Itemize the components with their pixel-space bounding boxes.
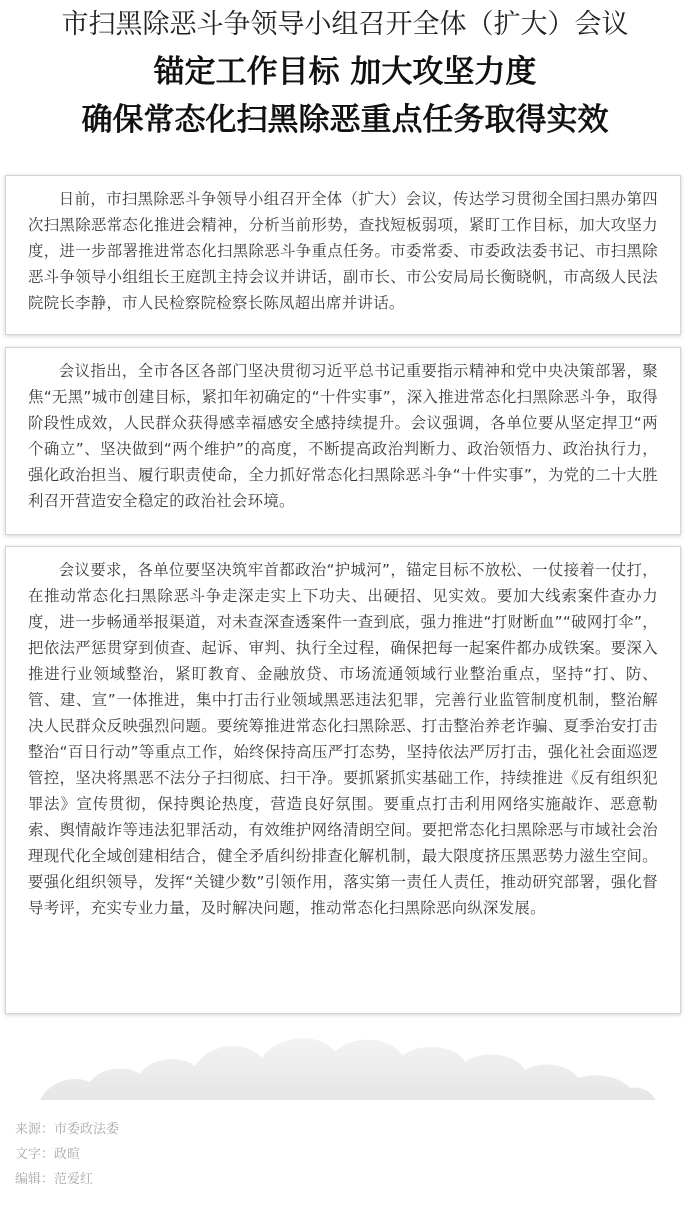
source-credit: 来源：市委政法委 — [15, 1122, 120, 1137]
article-header — [0, 0, 690, 158]
article-headline-line-1: 锚定工作目标 加大攻坚力度 — [153, 54, 537, 90]
paragraph-card — [5, 347, 681, 535]
editor-credit: 编辑：范爱红 — [15, 1172, 94, 1187]
article-kicker: 市扫黑除恶斗争领导小组召开全体（扩大）会议 — [61, 9, 629, 40]
article-headline-line-2: 确保常态化扫黑除恶重点任务取得实效 — [81, 102, 609, 138]
paragraph-text: 会议要求，各单位要坚决筑牢首都政治“护城河”，锚定目标不放松、一仗接着一仗打，在推动常态化扫黑除恶斗争走深走实上下功夫、出硬招、见实效。要加大线索案件查办力度，进一步畅通举报渠道，对未查深查透案件一查到底，强力推进“打财断血”“破网打伞”，把依法严惩贯穿到侦查、起诉、审判、执行全过程，确保把每一起案件都办成铁案。要深入推进行业领域整治，紧盯教育、金融放贷、市场流通领域行业整治重点，坚持“打、防、管、建、宣”一体推进，集中打击行业领域黑恶违法犯罪，完善行业监管制度机制，整治解决人民群众反映强烈问题。要统筹推进常态化扫黑除恶、打击整治养老诈骗、夏季治安打击整治“百日行动”等重点工作，始终保持高压严打态势，坚持依法严厉打击，强化社会面巡逻管控，坚决将黑恶不法分子扫彻底、扫干净。要抓紧抓实基础工作，持续推进《反有组织犯罪法》宣传贯彻，保持舆论热度，营造良好氛围。要重点打击利用网络实施敲诈、恶意勒索、舆情敲诈等违法犯罪活动，有效维护网络清朗空间。要把常态化扫黑除恶与市域社会治理现代化全域创建相结合，健全矛盾纠纷排查化解机制，最大限度挤压黑恶势力滋生空间。要强化组织领导，发挥“关键少数”引领作用，落实第一责任人责任，推动研究部署，强化督导考评，充实专业力量，及时解决问题，推动常态化扫黑除恶向纵深发展。 — [28, 561, 658, 917]
paragraph-card — [5, 546, 681, 1014]
paragraph-text: 日前，市扫黑除恶斗争领导小组召开全体（扩大）会议，传达学习贯彻全国扫黑办第四次扫黑除恶常态化推进会精神，分析当前形势，查找短板弱项，紧盯工作目标，加大攻坚力度，进一步部署推进常态化扫黑除恶斗争重点任务。市委常委、市委政法委书记、市扫黑除恶斗争领导小组组长王庭凯主持会议并讲话，副市长、市公安局局长衡晓帆，市高级人民法院院长李静，市人民检察院检察长陈凤超出席并讲话。 — [28, 190, 658, 312]
text-credit: 文字：政暄 — [15, 1147, 81, 1162]
paragraph-text: 会议指出，全市各区各部门坚决贯彻习近平总书记重要指示精神和党中央决策部署，聚焦“无黑”城市创建目标，紧扣年初确定的“十件实事”，深入推进常态化扫黑除恶斗争，取得阶段性成效，人民群众获得感幸福感安全感持续提升。会议强调，各单位要从坚定捍卫“两个确立”、坚决做到“两个维护”的高度，不断提高政治判断力、政治领悟力、政治执行力，强化政治担当、履行职责使命，全力抓好常态化扫黑除恶斗争“十件实事”，为党的二十大胜利召开营造安全稳定的政治社会环境。 — [28, 362, 658, 510]
article-credits — [15, 1117, 415, 1192]
cloud-decoration — [30, 1030, 660, 1100]
paragraph-card — [5, 175, 681, 335]
